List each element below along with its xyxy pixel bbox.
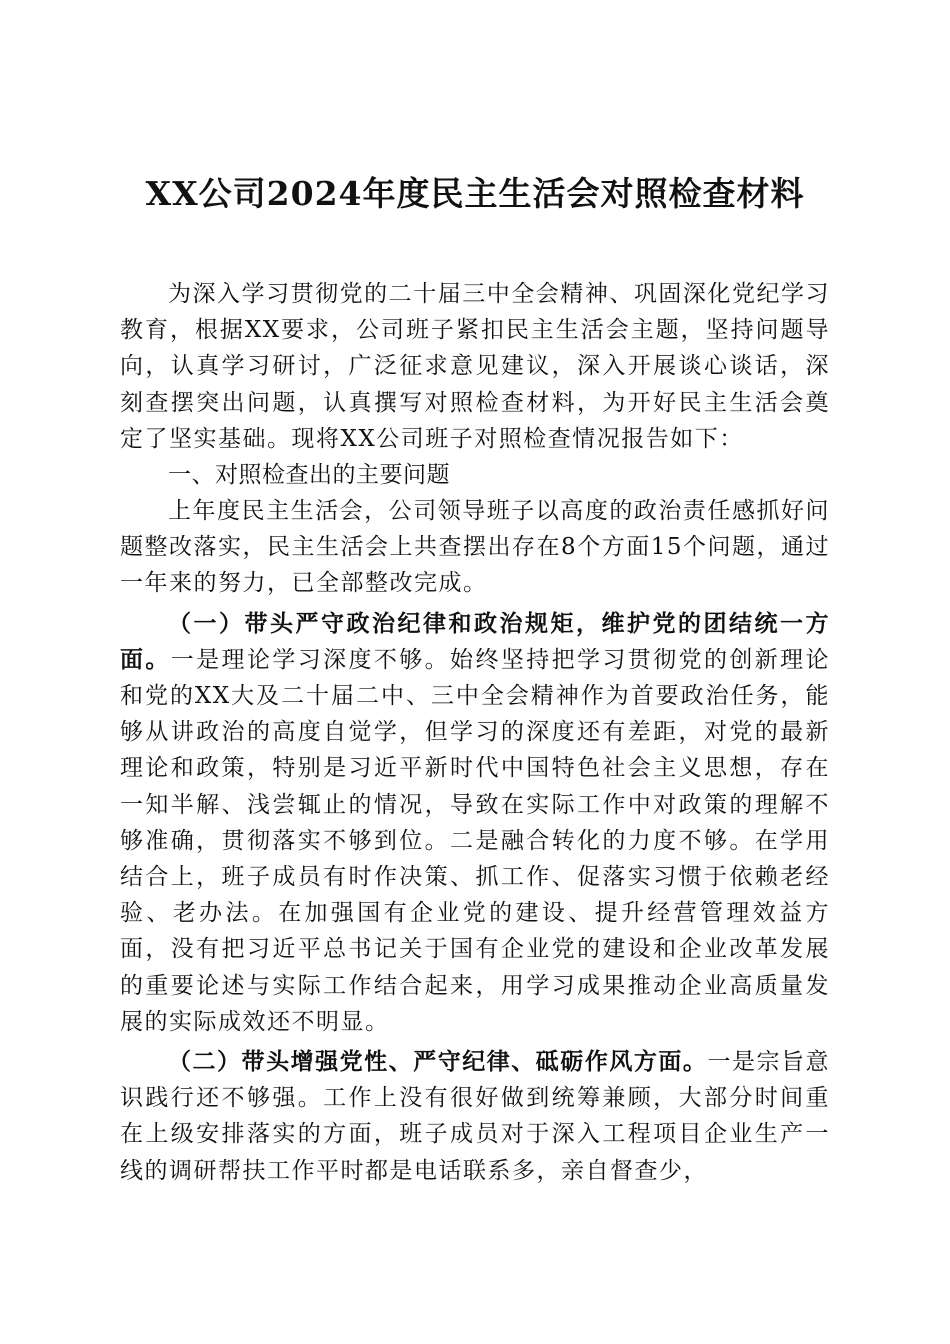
section-heading-main-problems: 一、对照检查出的主要问题 <box>168 462 450 489</box>
document-title: XX公司2024年度民主生活会对照检查材料 <box>145 174 805 213</box>
item2-body: 一是宗旨意识践行还不够强。工作上没有很好做到统筹兼顾，大部分时间重在上级安排落实的方面，班子成员对于深入工程项目企业生产一线的调研帮扶工作平时都是电话联系多，亲自督查少， <box>120 1049 831 1184</box>
item1-paragraph <box>120 606 830 1040</box>
section1-paragraph: 上年度民主生活会，公司领导班子以高度的政治责任感抓好问题整改落实，民主生活会上共查摆出存在8个方面15个问题，通过一年来的努力，已全部整改完成。 <box>120 498 830 597</box>
item2-lead: （二）带头增强党性、严守纪律、砥砺作风方面。 <box>168 1048 708 1076</box>
item2-paragraph <box>120 1044 830 1189</box>
document-page <box>120 170 830 1189</box>
item1-lead: （一）带头严守政治纪律和政治规矩，维护党的团结统一方面。 <box>120 609 830 673</box>
intro-paragraph: 为深入学习贯彻党的二十届三中全会精神、巩固深化党纪学习教育，根据XX要求，公司班子紧扣民主生活会主题，坚持问题导向，认真学习研讨，广泛征求意见建议，深入开展谈心谈话，深刻查摆突出问题，认真撰写对照检查材料，为开好民主生活会奠定了坚实基础。现将XX公司班子对照检查情况报告如下： <box>120 281 830 452</box>
item1-body: 一是理论学习深度不够。始终坚持把学习贯彻党的创新理论和党的XX大及二十届二中、三中全会精神作为首要政治任务，能够从讲政治的高度自觉学，但学习的深度还有差距，对党的最新理论和政策，特别是习近平新时代中国特色社会主义思想，存在一知半解、浅尝辄止的情况，导致在实际工作中对政策的理解不够准确，贯彻落实不够到位。二是融合转化的力度不够。在学用结合上，班子成员有时作决策、抓工作、促落实习惯于依赖老经验、老办法。在加强国有企业党的建设、提升经营管理效益方面，没有把习近平总书记关于国有企业党的建设和企业改革发展的重要论述与实际工作结合起来，用学习成果推动企业高质量发展的实际成效还不明显。 <box>120 646 831 1035</box>
